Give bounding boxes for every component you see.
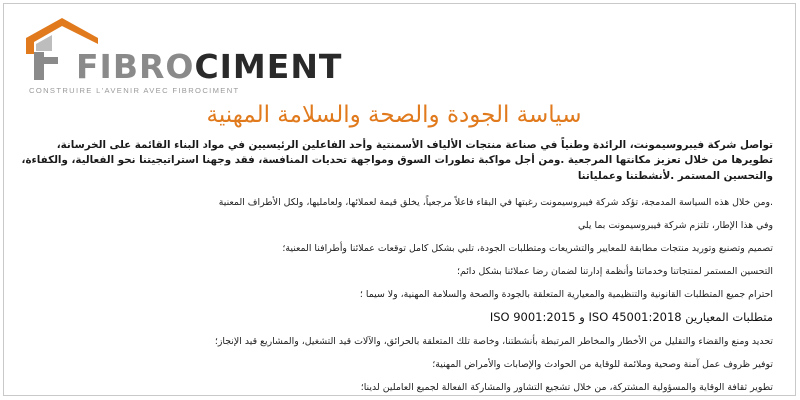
brand-tagline: CONSTRUIRE L'AVENIR AVEC FIBROCIMENT [29, 86, 240, 95]
policy-line: توفير ظروف عمل آمنة وصحية وملائمة للوقاية من الحوادث والإصابات والأمراض المهنية؛ [432, 358, 773, 370]
brand-name [76, 47, 343, 86]
policy-line: تحديد ومنع والقضاء والتقليل من الأخطار والمخاطر المرتبطة بأنشطتنا، وخاصة تلك المتعلقة بالحرائق، والآلات قيد التشغيل، والمشاريع قيد الإنجاز؛ [214, 335, 773, 347]
intro-paragraph: تواصل شركة فيبروسيمونت، الرائدة وطنياً في صناعة منتجات الألياف الأسمنتية وأحد الفاعلين الرئيسيين في مواد البناء القائمة على الخرسانة، تطويرها من خلال تعزيز مكانتها المرجعية .ومن أجل مواكبة تطورات السوق ومواجهة تحديات المنافسة، فقد وجهنا استراتيجيتنا نحو الفعالية، والكفاءة، والتحسين المستمر .لأنشطتنا وعملياتنا [21, 139, 773, 182]
document-page [3, 3, 796, 396]
brand-prefix: FIBRO [76, 47, 195, 86]
policy-line: التحسين المستمر لمنتجاتنا وخدماتنا وأنظمة إدارتنا لضمان رضا عملائنا بشكل دائم؛ [456, 266, 773, 278]
policy-line: تصميم وتصنيع وتوريد منتجات مطابقة للمعايير والتشريعات ومتطلبات الجودة، تلبي بشكل كامل توقعات عملائنا وأطرافنا المعنية؛ [282, 243, 773, 255]
iso-standards-line: متطلبات المعيارين ISO 45001:2018 و ISO 9001:2015 [489, 310, 773, 325]
brand-suffix: CIMENT [194, 47, 343, 86]
policy-line: .ومن خلال هذه السياسة المدمجة، تؤكد شركة فيبروسيمونت رغبتها في البقاء فاعلاً مرجعياً، يخلق قيمة لعملائها، ولعامليها، ولكل الأطراف المعنية [218, 197, 773, 208]
policy-list [13, 191, 773, 396]
policy-line: تطوير ثقافة الوقاية والمسؤولية المشتركة، من خلال تشجيع التشاور والمشاركة الفعالة لجميع العاملين لدينا؛ [360, 381, 773, 393]
policy-line: وفي هذا الإطار، تلتزم شركة فيبروسيمونت بما يلي [577, 220, 773, 232]
document-title: سياسة الجودة والصحة والسلامة المهنية [206, 102, 582, 128]
policy-line: احترام جميع المتطلبات القانونية والتنظيمية والمعيارية المتعلقة بالجودة والصحة والسلامة المهنية، ولا سيما ؛ [359, 289, 773, 301]
company-logo [22, 14, 343, 95]
